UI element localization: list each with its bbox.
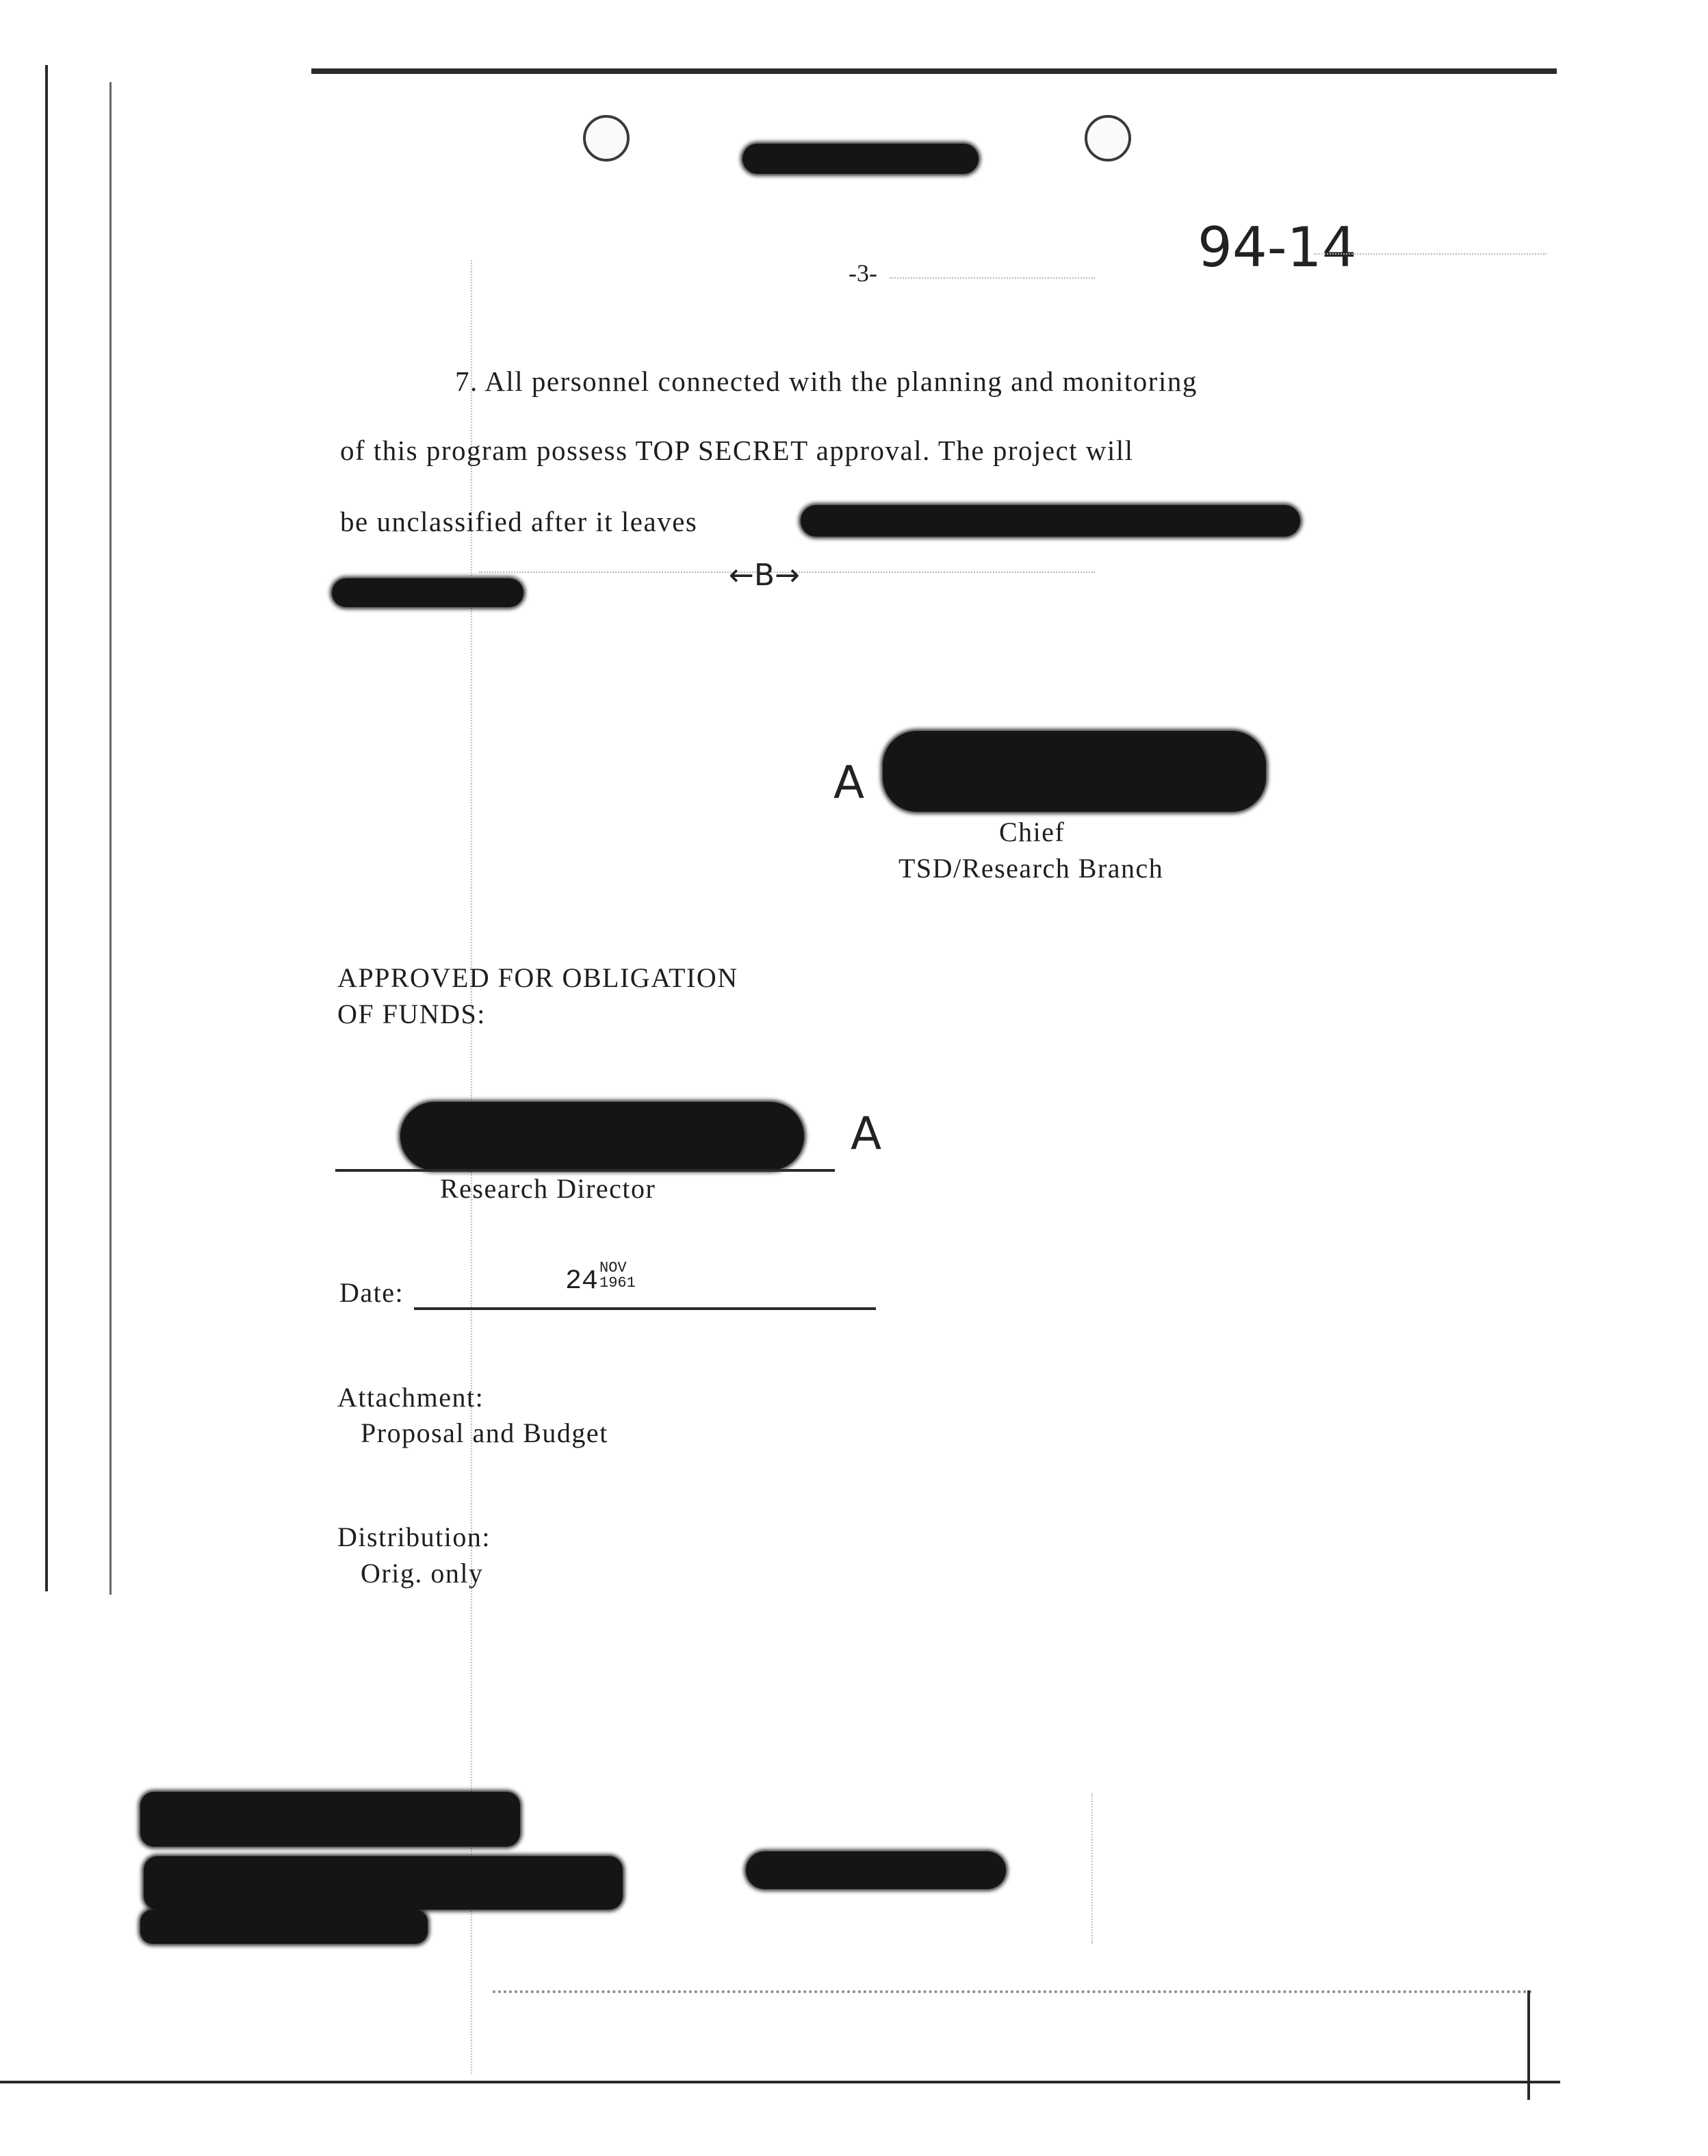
date-label: Date:	[339, 1277, 404, 1308]
faint-line	[890, 277, 1095, 279]
approval-heading-line-2: OF FUNDS:	[337, 999, 486, 1029]
handwritten-marker-a-director: A	[851, 1107, 882, 1160]
faint-vertical	[1091, 1793, 1093, 1944]
director-signature-line	[335, 1169, 835, 1172]
faint-line	[1314, 253, 1547, 255]
punch-hole-right	[1085, 115, 1131, 162]
date-day: 24	[565, 1266, 599, 1297]
punch-hole-left	[583, 115, 630, 162]
page-number: -3-	[849, 259, 877, 287]
date-month: NOV	[599, 1259, 627, 1276]
paragraph-7-line-3: be unclassified after it leaves	[340, 506, 698, 537]
redaction-director-signature	[400, 1102, 804, 1170]
date-line	[414, 1307, 876, 1310]
signature-title: Chief	[999, 817, 1065, 847]
attachment-item: Proposal and Budget	[361, 1417, 608, 1448]
redaction-footer-left-3	[140, 1910, 428, 1944]
director-title: Research Director	[440, 1173, 656, 1204]
handwritten-doc-number: 94-14	[1198, 216, 1357, 279]
paragraph-7-line-1: 7. All personnel connected with the planning and monitoring	[455, 365, 1198, 397]
redaction-footer-left	[140, 1792, 520, 1847]
handwritten-marker-a-chief: A	[833, 756, 865, 809]
redaction-footer-left-2	[144, 1856, 623, 1910]
distribution-item: Orig. only	[361, 1558, 484, 1589]
bottom-rule	[0, 2081, 1560, 2083]
scan-left-edge	[45, 65, 48, 1591]
bottom-dotted-rule	[493, 1990, 1533, 1993]
redaction-footer-middle	[746, 1851, 1006, 1889]
top-rule	[311, 68, 1557, 74]
date-year: 1961	[599, 1274, 636, 1292]
redaction-header	[742, 144, 979, 174]
handwritten-marker-b: ←B→	[729, 558, 800, 593]
redaction-paragraph-end	[801, 505, 1300, 537]
bottom-right-bracket	[1527, 1990, 1530, 2100]
distribution-label: Distribution:	[337, 1522, 491, 1552]
scan-left-edge-2	[109, 82, 112, 1595]
redaction-chief-signature	[883, 731, 1266, 812]
approval-heading-line-1: APPROVED FOR OBLIGATION	[337, 962, 738, 993]
attachment-label: Attachment:	[337, 1382, 484, 1413]
paragraph-7-line-2: of this program possess TOP SECRET approval. The project will	[340, 435, 1134, 466]
signature-branch: TSD/Research Branch	[898, 853, 1164, 884]
redaction-paragraph-continuation	[332, 578, 523, 607]
